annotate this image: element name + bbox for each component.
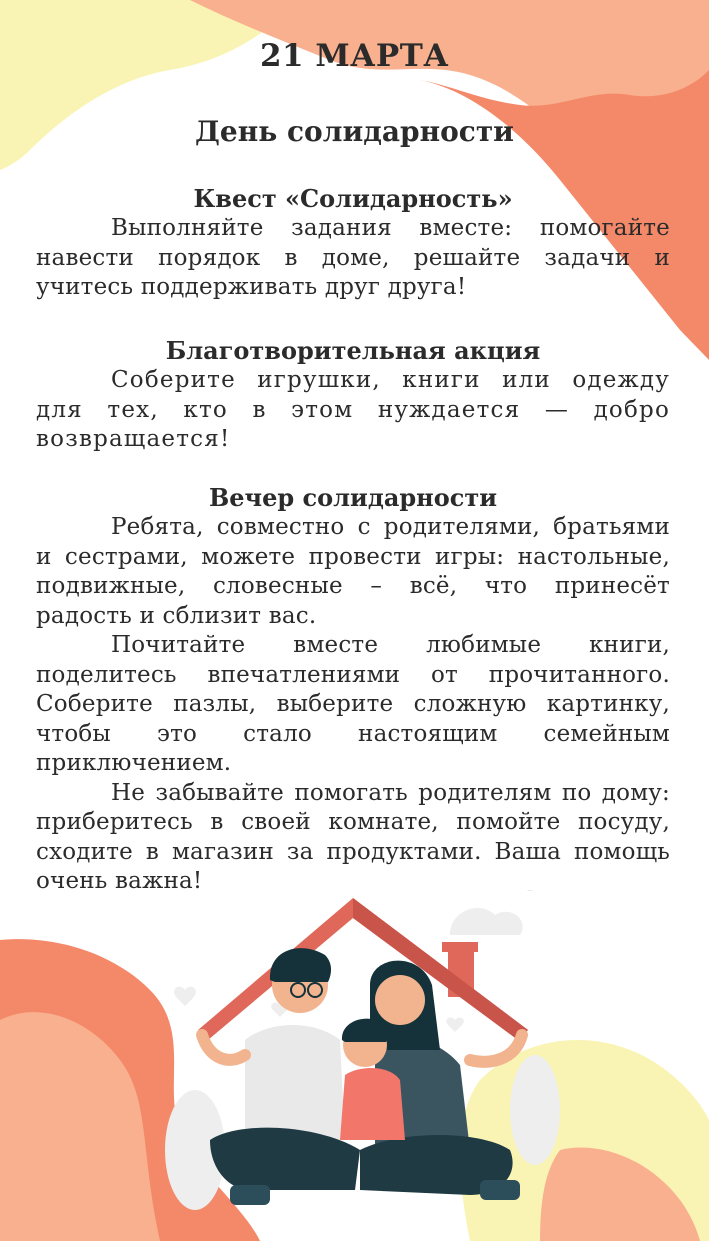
section-paragraph: Соберите игрушки, книги или одежду для тех, кто в этом нуждается — добро возвращается! (36, 367, 670, 452)
family-illustration (150, 890, 570, 1235)
section-paragraph: Выполняйте задания вместе: помогайте навести порядок в доме, решайте задачи и учитесь поддерживать друг друга! (36, 215, 670, 300)
section-paragraph: Почитайте вместе любимые книги, поделитесь впечатлениями от прочитанного. Соберите пазлы, выберите сложную картинку, чтобы это стало настоящим семейным приключением. (36, 632, 670, 776)
section-quest (36, 184, 670, 303)
section-charity (36, 336, 670, 455)
section-paragraph: Ребята, совместно с родителями, братьями и сестрами, можете провести игры: настольные, подвижные, словесные – всё, что принесёт радость и сблизит вас. (36, 514, 670, 629)
section-title: Вечер солидарности (208, 483, 498, 512)
page-date: 21 МАРТА (259, 38, 450, 74)
page-title: День солидарности (195, 115, 514, 148)
section-title: Благотворительная акция (165, 336, 541, 365)
section-title: Квест «Солидарность» (193, 184, 513, 213)
section-evening (36, 483, 670, 897)
section-paragraph: Не забывайте помогать родителям по дому: приберитесь в своей комнате, помойте посуду, сходите в магазин за продуктами. Ваша помощь очень важна! (36, 779, 670, 894)
